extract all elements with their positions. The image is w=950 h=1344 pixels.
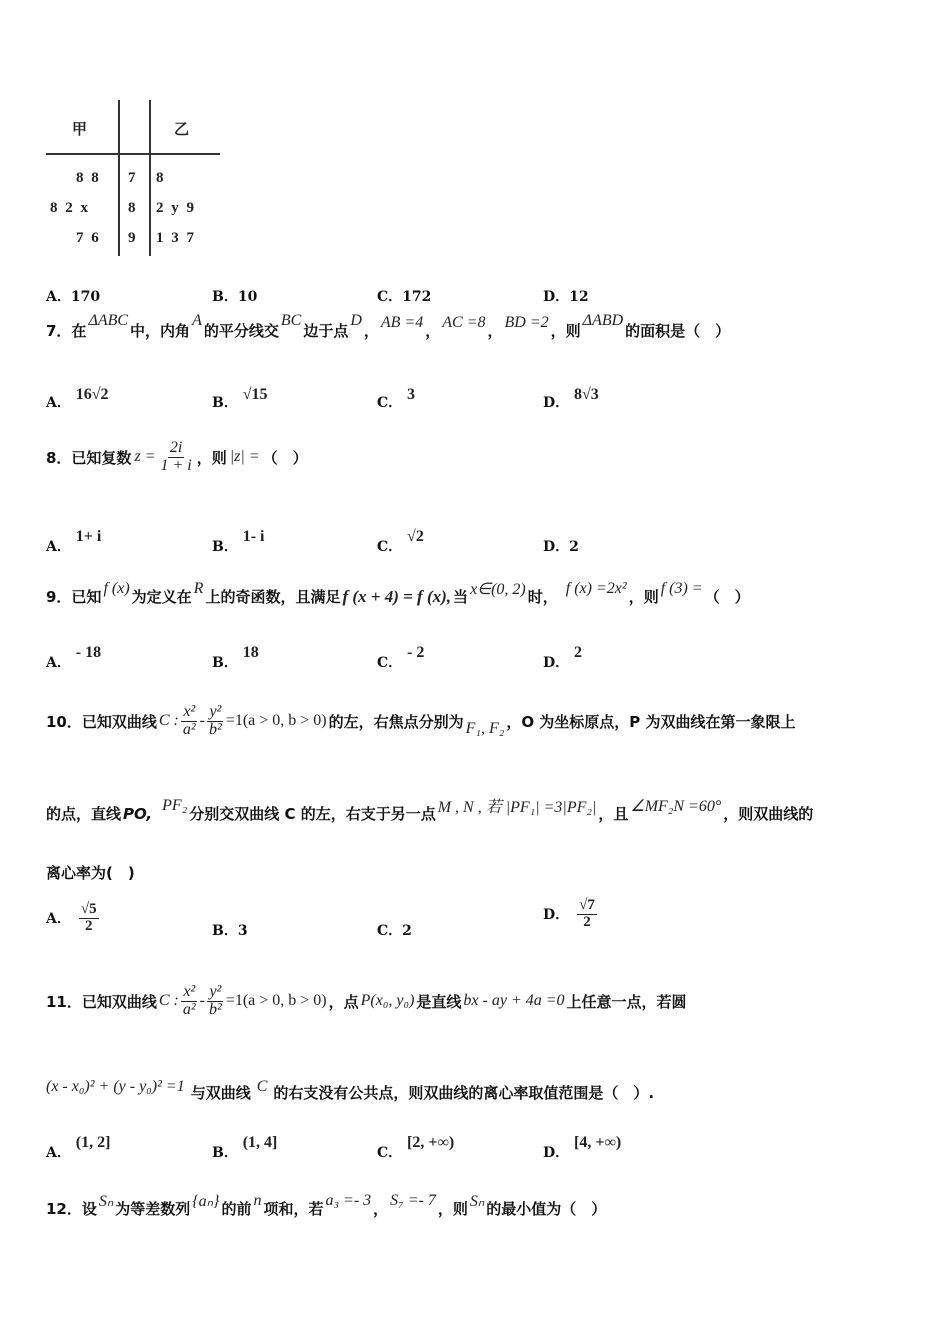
q9-option-a[interactable]: A． - 18	[46, 644, 102, 671]
q7-option-d[interactable]: D． 8√3	[543, 386, 599, 411]
q9-option-c[interactable]: C． - 2	[377, 644, 425, 671]
q10-option-b[interactable]: B．3	[212, 923, 248, 939]
header-right: 乙	[174, 122, 190, 138]
q7-option-c[interactable]: C． 3	[377, 386, 416, 411]
leaf-right: 2 y 9	[156, 200, 194, 216]
leaf-left: 7 6	[76, 230, 99, 246]
leaf-left: 8 2 x	[50, 200, 88, 216]
q8-option-b[interactable]: B． 1- i	[212, 528, 265, 555]
q11-option-b[interactable]: B． (1, 4]	[212, 1134, 278, 1161]
question-10: 10．已知双曲线 C : $\frac{\text{x²}}{\text{a²}}$ - $\frac{\text{y²}}{\text{b²}}$ =1(a > 0, b > 0) 的左，右焦点分别为 F₁, F₂ ，O 为坐标原点，P 为双曲线在第一象限上	[46, 703, 796, 738]
stem: 8	[128, 200, 136, 216]
table-divider	[149, 100, 151, 256]
q7-option-a[interactable]: A． 16√2	[46, 386, 109, 411]
question-9: 9．已知 f (x) 为定义在 R 上的奇函数，且满足 f (x + 4) = f (x), 当 x∈(0, 2) 时， f (x) =2x² ，则 f (3) = （ ）	[46, 579, 750, 606]
question-10-line-2: 的点，直线 PO, PF₂ 分别交双曲线 C 的左，右支于另一点 M , N , 若 |PF₁| =3|PF₂| ，且 ∠MF₂N =60° ，则双曲线的	[46, 796, 814, 823]
q10-option-c[interactable]: C．2	[377, 923, 412, 939]
q11-option-c[interactable]: C． [2, +∞)	[377, 1134, 455, 1161]
q8-option-a[interactable]: A． 1+ i	[46, 528, 102, 555]
q11-option-d[interactable]: D． [4, +∞)	[543, 1134, 622, 1161]
leaf-left: 8 8	[76, 170, 99, 186]
q10-option-d[interactable]: D． $\frac{√7}{2}$	[543, 897, 595, 930]
question-11: 11．已知双曲线 C : $\frac{\text{x²}}{\text{a²}}$ - $\frac{\text{y²}}{\text{b²}}$ =1(a > 0, b > 0) ，点 P(x₀, y₀) 是直线 bx - ay + 4a =0 上任意一点，若圆	[46, 983, 687, 1018]
fraction: $\frac{2i}{1 + i}$	[160, 439, 192, 474]
table-divider	[118, 100, 120, 256]
leaf-right: 1 3 7	[156, 230, 194, 246]
stem: 7	[128, 170, 136, 186]
q6-option-b[interactable]: B．10	[212, 289, 258, 305]
header-left: 甲	[72, 122, 88, 138]
fraction: $\frac{\text{y²}}{\text{b²}}$	[209, 703, 222, 738]
question-10-line-3: 离心率为( )	[46, 864, 135, 882]
q6-option-d[interactable]: D．12	[543, 289, 589, 305]
q11-option-a[interactable]: A． (1, 2]	[46, 1134, 111, 1161]
q8-option-d[interactable]: D．2	[543, 539, 579, 555]
q7-option-b[interactable]: B． √15	[212, 386, 268, 411]
leaf-right: 8	[156, 170, 164, 186]
q9-option-d[interactable]: D． 2	[543, 644, 583, 671]
question-12: 12．设 Sₙ 为等差数列 {aₙ} 的前 n 项和，若 a₃ =- 3 ， S₇ =- 7 ，则 Sₙ 的最小值为（ ）	[46, 1191, 607, 1218]
question-8: 8．已知复数 z = $\frac{2i}{1 + i}$ ，则 |z| = （ ）	[46, 439, 308, 474]
fraction: $\frac{\text{x²}}{\text{a²}}$	[182, 703, 196, 738]
fraction: $\frac{\text{y²}}{\text{b²}}$	[209, 983, 222, 1018]
q10-option-a[interactable]: A． $\frac{√5}{2}$	[46, 901, 97, 934]
q9-option-b[interactable]: B． 18	[212, 644, 259, 671]
question-11-line-2: (x - x₀)² + (y - y₀)² =1 与双曲线 C 的右支没有公共点，则双曲线的离心率取值范围是（ ）.	[46, 1077, 655, 1102]
q6-option-a[interactable]: A．170	[46, 289, 101, 305]
stem: 9	[128, 230, 136, 246]
question-7: 7．在 ΔABC 中，内角 A 的平分线交 BC 边于点 D ， AB =4 ， AC =8 ， BD =2 ，则 ΔABD 的面积是（ ）	[46, 311, 731, 340]
q6-option-c[interactable]: C．172	[377, 289, 432, 305]
fraction: $\frac{\text{x²}}{\text{a²}}$	[182, 983, 196, 1018]
table-divider	[46, 153, 220, 155]
stem-leaf-table	[46, 100, 222, 260]
q8-option-c[interactable]: C． √2	[377, 528, 424, 555]
